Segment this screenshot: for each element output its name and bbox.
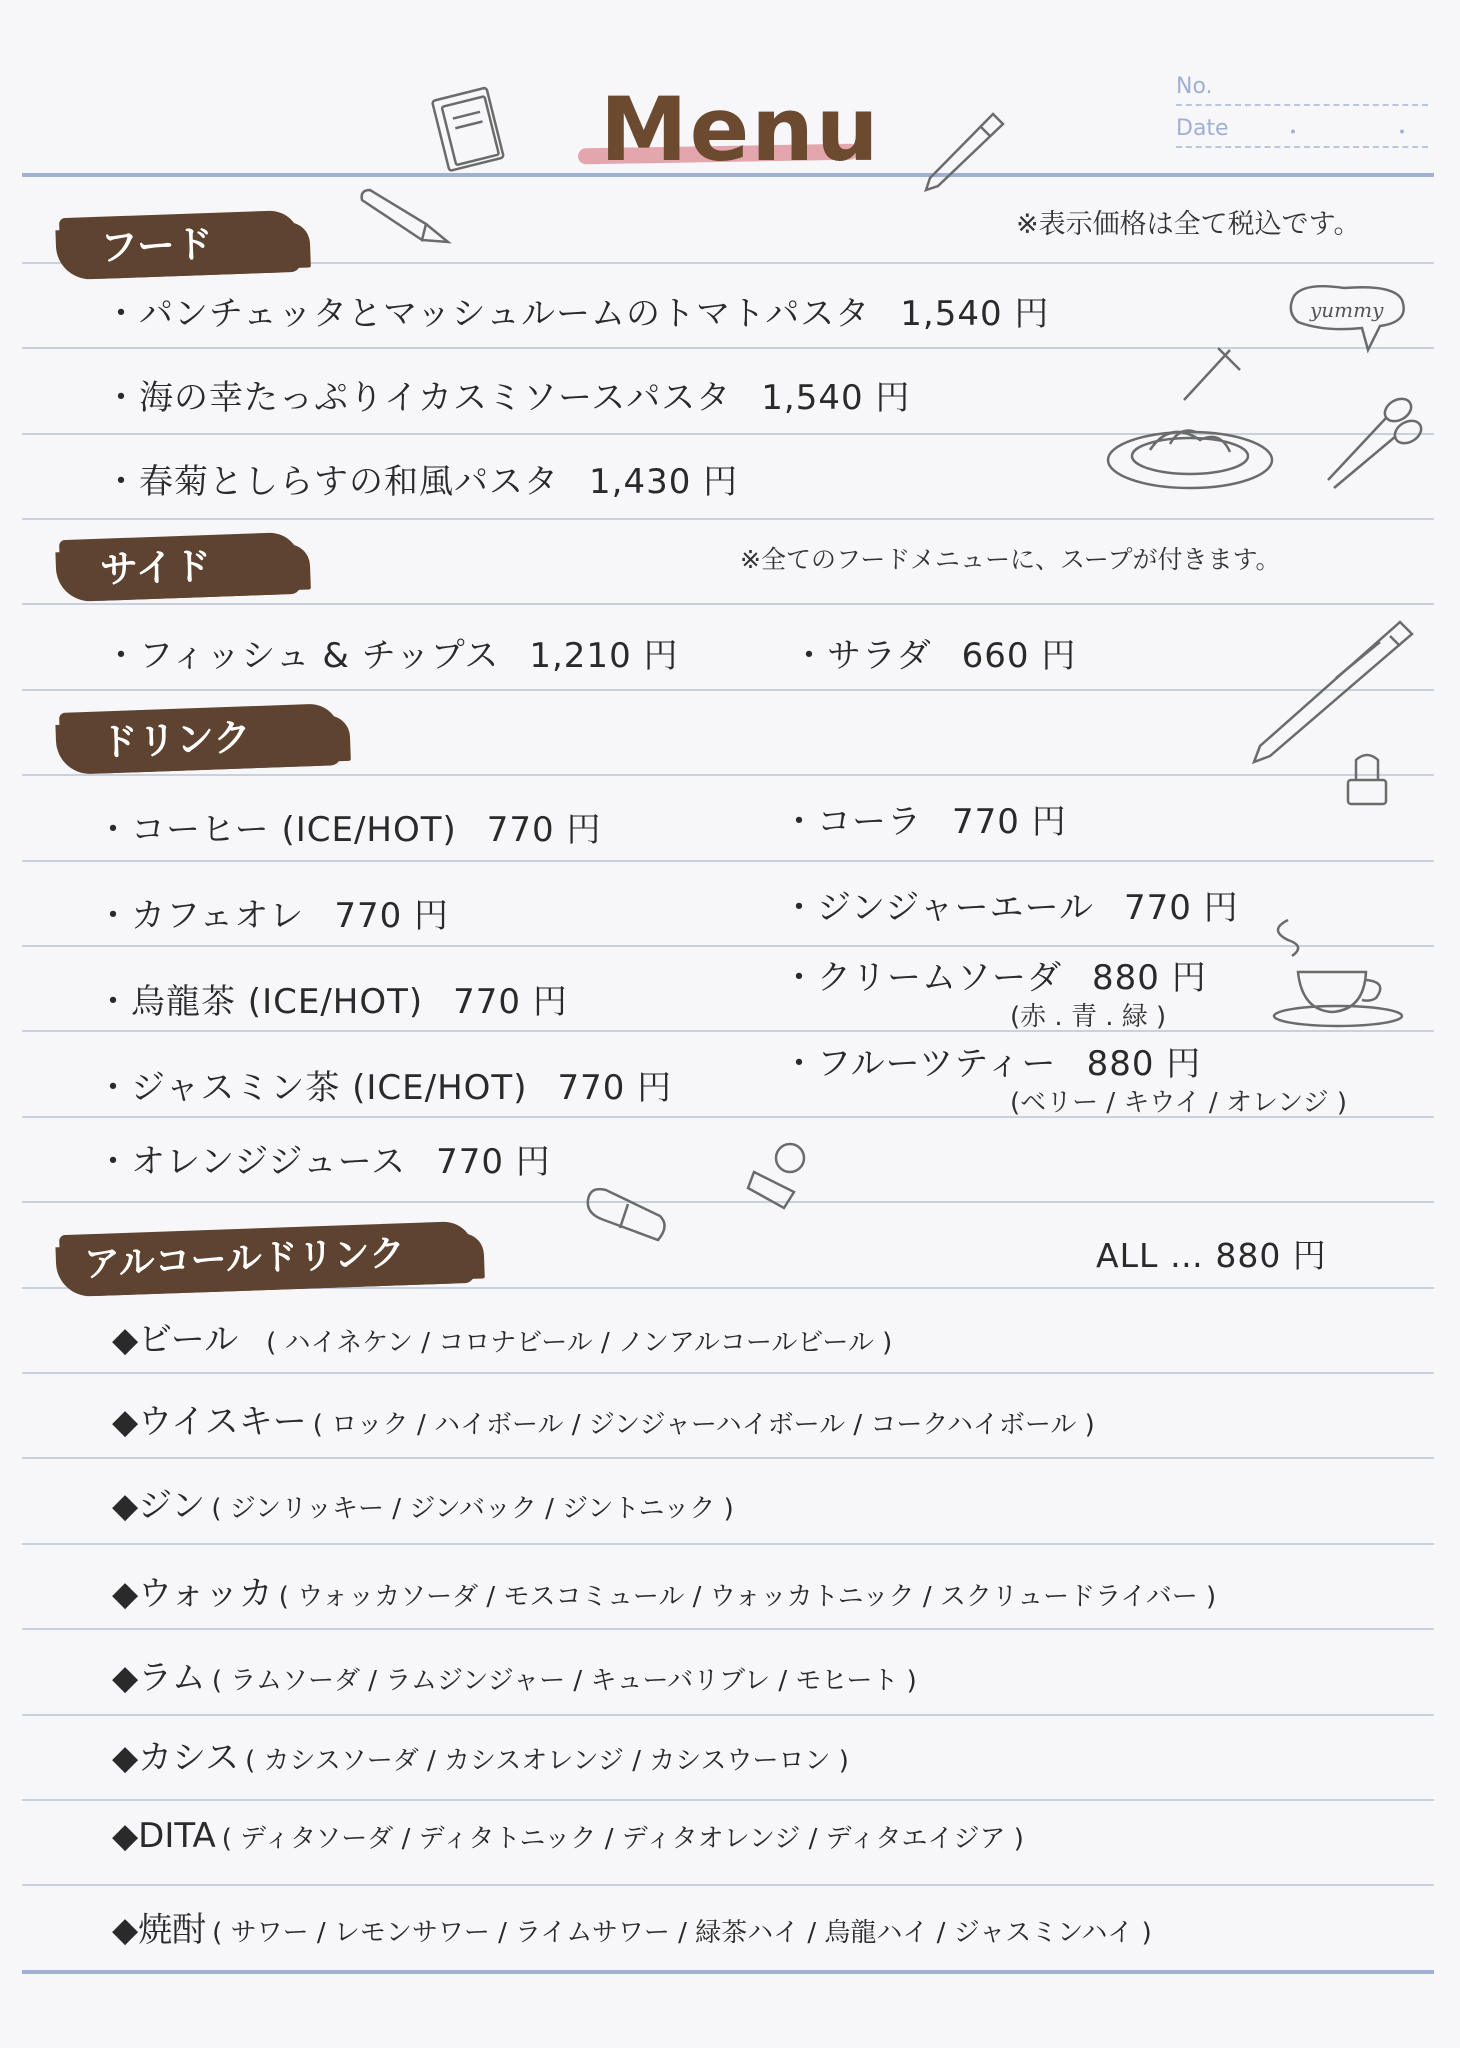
notebook-line	[22, 945, 1434, 947]
notebook-line	[22, 1372, 1434, 1374]
pasta-plate-icon	[1100, 340, 1280, 500]
section-heading-food: フード	[59, 210, 301, 280]
notebook-line	[22, 1543, 1434, 1545]
drink-item	[782, 950, 1207, 999]
alcohol-item-options: ( サワー / レモンサワー / ライムサワー / 緑茶ハイ / 烏龍ハイ / ジャスミンハイ )	[212, 1918, 1152, 1948]
eraser-icon	[580, 1180, 670, 1260]
drink-item-name: ・ジャスミン茶 (ICE/HOT)	[96, 1068, 528, 1108]
drink-item-price: 770 円	[557, 1068, 673, 1108]
side-item	[104, 628, 679, 677]
mechanical-pencil-icon	[1240, 616, 1420, 766]
alcohol-item	[112, 1312, 892, 1361]
alcohol-item-options: ( ラムソーダ / ラムジンジャー / キューバリブレ / モヒート )	[211, 1666, 917, 1696]
drink-item	[96, 974, 568, 1023]
alcohol-item	[112, 1566, 1216, 1615]
pen-icon	[918, 104, 1008, 194]
drink-item-price: 880 円	[1086, 1044, 1202, 1084]
alcohol-item-options: ( ウォッカソーダ / モスコミュール / ウォッカトニック / スクリュードライバー )	[278, 1582, 1217, 1612]
drink-item-name: ・クリームソーダ	[782, 958, 1062, 998]
food-item-name: ・パンチェッタとマッシュルームのトマトパスタ	[104, 294, 871, 334]
notebook-line	[22, 1799, 1434, 1801]
notebook-line	[22, 774, 1434, 776]
alcohol-item-name: ◆DITA	[112, 1816, 216, 1856]
drink-item-name: ・フルーツティー	[782, 1044, 1057, 1084]
drink-item-price: 770 円	[334, 896, 450, 936]
alcohol-item-name: ◆ジン	[112, 1486, 206, 1526]
drink-item-price: 770 円	[1123, 888, 1239, 928]
drink-item-price: 770 円	[436, 1142, 551, 1182]
alcohol-item-options: ( ディタソーダ / ディタトニック / ディタオレンジ / ディタエイジア )	[221, 1824, 1024, 1854]
drink-item-price: 770 円	[952, 802, 1067, 842]
side-item-name: ・フィッシュ & チップス	[104, 636, 500, 676]
alcohol-item	[112, 1730, 849, 1779]
bottom-rule	[22, 1970, 1434, 1974]
alcohol-item	[112, 1650, 917, 1699]
food-item-price: 1,430 円	[589, 462, 739, 502]
notebook-line	[22, 1628, 1434, 1630]
scissors-icon	[1320, 384, 1430, 494]
drink-item	[96, 888, 449, 937]
speech-bubble-icon	[1284, 282, 1414, 362]
drink-item	[96, 1060, 672, 1109]
alcohol-item-name: ◆ウォッカ	[112, 1574, 273, 1614]
alcohol-item-options: ( ロック / ハイボール / ジンジャーハイボール / コークハイボール )	[312, 1410, 1095, 1440]
drink-item-variants: (赤 . 青 . 緑 )	[1010, 1002, 1167, 1032]
drink-item-name: ・カフェオレ	[96, 896, 305, 936]
drink-item	[782, 794, 1067, 843]
alcohol-item-name: ◆ウイスキー	[112, 1402, 307, 1442]
page-title: Menu	[600, 78, 881, 181]
food-item	[104, 370, 910, 419]
drink-item	[96, 1134, 551, 1183]
notebook-line	[22, 518, 1434, 520]
alcohol-item-name: ◆カシス	[112, 1738, 240, 1778]
date-dashed-line	[1176, 146, 1428, 148]
alcohol-item	[112, 1394, 1095, 1443]
alcohol-item	[112, 1816, 1024, 1856]
notebook-line	[22, 603, 1434, 605]
notebook-line	[22, 1457, 1434, 1459]
side-item	[792, 628, 1076, 677]
drink-item-price: 770 円	[486, 810, 602, 850]
drink-item	[96, 802, 601, 851]
drink-item-name: ・オレンジジュース	[96, 1142, 407, 1182]
yummy-text: yummy	[1310, 298, 1384, 322]
food-item	[104, 454, 738, 503]
food-item	[104, 286, 1049, 335]
alcohol-item-options: ( ジンリッキー / ジンバック / ジントニック )	[211, 1494, 734, 1524]
alcohol-all-price: ALL … 880 円	[1096, 1236, 1327, 1275]
section-heading-drink: ドリンク	[59, 703, 341, 775]
drink-item-name: ・烏龍茶 (ICE/HOT)	[96, 982, 424, 1022]
alcohol-item-name: ◆焼酎	[112, 1910, 207, 1950]
drink-item-price: 880 円	[1092, 958, 1207, 998]
drink-item-name: ・ジンジャーエール	[782, 888, 1094, 928]
binder-clip-icon	[1342, 750, 1392, 810]
side-item-name: ・サラダ	[792, 636, 932, 676]
food-item-name: ・海の幸たっぷりイカスミソースパスタ	[104, 378, 732, 418]
food-item-price: 1,540 円	[900, 294, 1050, 334]
notebook-line	[22, 860, 1434, 862]
alcohol-item-options: ( ハイネケン / コロナビール / ノンアルコールビール )	[266, 1328, 893, 1358]
notebook-line	[22, 1030, 1434, 1032]
alcohol-item	[112, 1478, 734, 1527]
alcohol-item	[112, 1902, 1152, 1951]
drink-item-variants: (ベリー / キウイ / オレンジ )	[1010, 1088, 1348, 1118]
notebook-line	[22, 1714, 1434, 1716]
drink-item-price: 770 円	[453, 982, 568, 1022]
clip-icon	[744, 1132, 824, 1212]
tax-note: ※表示価格は全て税込です。	[1016, 209, 1361, 240]
section-heading-alcohol: アルコールドリンク	[59, 1221, 475, 1297]
food-item-price: 1,540 円	[761, 378, 911, 418]
no-label: No.	[1176, 74, 1213, 99]
notebook-line	[22, 689, 1434, 691]
notebook-icon	[428, 84, 518, 174]
drink-item	[782, 1036, 1201, 1085]
soup-note: ※全てのフードメニューに、スープが付きます。	[740, 545, 1281, 574]
alcohol-item-name: ◆ラム	[112, 1658, 206, 1698]
alcohol-item-name: ◆ビール	[112, 1320, 239, 1360]
date-label: Date	[1176, 116, 1229, 141]
coffee-cup-icon	[1258, 910, 1418, 1030]
side-item-price: 1,210 円	[529, 636, 679, 676]
side-item-price: 660 円	[961, 636, 1077, 676]
alcohol-item-options: ( カシスソーダ / カシスオレンジ / カシスウーロン )	[245, 1746, 849, 1776]
crayon-icon	[356, 184, 456, 254]
drink-item-name: ・コーラ	[782, 802, 922, 842]
drink-item	[782, 880, 1239, 929]
drink-item-name: ・コーヒー (ICE/HOT)	[96, 810, 457, 850]
date-dots: ・ ・	[1282, 121, 1453, 146]
food-item-name: ・春菊としらすの和風パスタ	[104, 462, 559, 502]
notebook-line	[22, 1884, 1434, 1886]
section-heading-side: サイド	[59, 532, 301, 602]
no-dashed-line	[1176, 104, 1428, 106]
notebook-line	[22, 1201, 1434, 1203]
